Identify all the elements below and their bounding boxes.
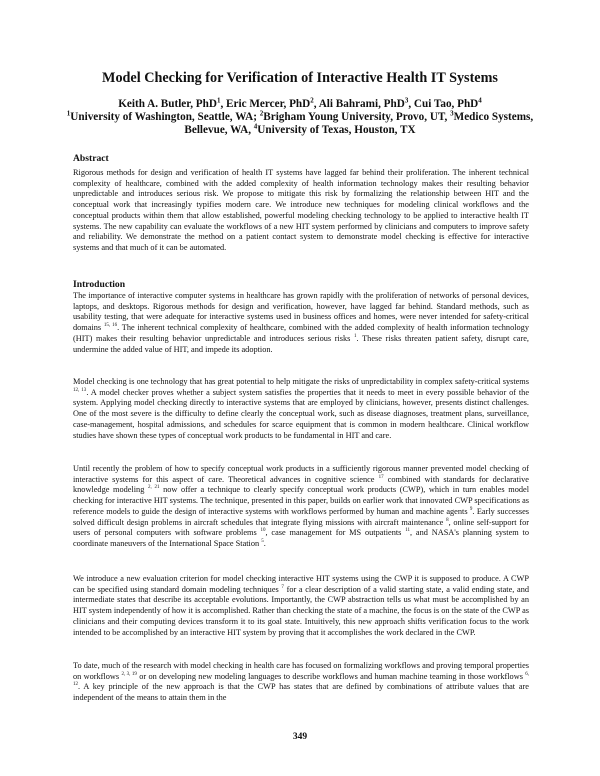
- citation-ref: 10: [260, 528, 266, 534]
- paragraph-text: , online self-support for users of personal computers with software problems: [73, 517, 529, 538]
- intro-paragraph-5: [73, 661, 529, 704]
- citation-ref: 9: [469, 507, 473, 513]
- paragraph-text: We introduce a new evaluation criterion for model checking interactive HIT systems using the CWP it is supposed to produce. A CWP can be specified using standard domain modeling techniques: [73, 574, 529, 594]
- paragraph-text: .: [263, 538, 266, 548]
- page-number: 349: [292, 732, 308, 742]
- author-block: [60, 98, 540, 137]
- affiliation-superscript: 1: [66, 109, 71, 118]
- author-superscript: 3: [404, 96, 409, 105]
- paragraph-text: , and NASA's planning system to coordinate maneuvers of the International Space Station: [73, 528, 529, 548]
- affiliation-superscript: 2: [259, 109, 264, 118]
- author-name: Ali Bahrami, PhD: [318, 98, 405, 110]
- affiliation-text: University of Texas, Houston, TX: [257, 124, 416, 136]
- paragraph-text: . The inherent technical complexity of healthcare, combined with the added complexity of health information technology (HIT) makes their resulting behavior unpredictable and introduces serious risks: [73, 323, 529, 343]
- paragraph-text: . A key principle of the new approach is that the CWP has states that are defined by combinations of attribute values that are independent of the means to attain them in the: [73, 682, 529, 703]
- paragraph-text: Until recently the problem of how to specify conceptual work products in a sufficiently rigorous manner prevented model checking of interactive systems for this aspect of care. Theoretical advances in cognitive science: [73, 464, 529, 484]
- author-superscript: 4: [478, 96, 482, 105]
- paragraph-text: . These risks threaten patient safety, disrupt care, undermine the added value of HIT, and impede its adoption.: [73, 333, 529, 354]
- paragraph-text: . A model checker proves whether a subject system satisfies the properties that it needs to meet in every possible behavior of the system. Applying model checking directly to interactive systems that are employed by clinicians, however, presents distinct challenges. One of the most severe is the difficulty to define clearly the conceptual work, such as disease diagnoses, treatment plans, surveillance, case-management, hospital admissions, and schedules for scarce equipment that is common in modern healthcare. Clinical workflow studies have shown these types of conceptual work products to be fundamental in HIT and care.: [73, 387, 530, 440]
- author-affiliations: [60, 111, 540, 137]
- citation-ref: 15, 16: [103, 323, 118, 329]
- affiliation-text: University of Washington, Seattle, WA;: [70, 111, 260, 123]
- author-name: Keith A. Butler, PhD: [118, 98, 217, 110]
- citation-ref: 2, 3, 19: [121, 671, 137, 677]
- abstract-heading: Abstract: [73, 153, 109, 164]
- citation-ref: 12, 13: [73, 387, 87, 393]
- affiliation-superscript: 4: [253, 122, 258, 131]
- author-name: Eric Mercer, PhD: [226, 98, 311, 110]
- paragraph-text: combined with standards for declarative knowledge modeling: [73, 474, 529, 495]
- citation-ref: 17: [378, 474, 384, 480]
- paragraph-text: Model checking is one technology that has great potential to help mitigate the risks of unpredictability in complex safety-critical systems: [73, 377, 529, 386]
- introduction-heading: Introduction: [73, 279, 126, 290]
- paragraph-text: now offer a technique to clearly specify conceptual work products (CWP), which in turn enables model checking for interactive HIT systems. The technique, presented in this paper, builds on earlier work that innovated CWP specifications as reference models to guide the design of interactive systems with workflows performed by human and machine agents: [73, 485, 529, 516]
- citation-ref: 6, 12: [73, 671, 530, 688]
- paragraph-text: , case management for MS outpatients: [265, 528, 406, 538]
- paragraph-text: . Early successes solved difficult design problems in aircraft schedules that integrate flying missions with aircraft maintenance: [73, 506, 529, 527]
- paragraph-text: The importance of interactive computer systems in healthcare has grown rapidly with the proliferation of networks of personal devices, laptops, and desktops. Rigorous methods for design and verification, however, have lagged far behind. Standard methods, such as usability testing, that were adequate for interactive systems used in business offices and homes, were never intended for safety-critical domains: [73, 291, 529, 333]
- intro-paragraph-1: [73, 291, 529, 355]
- paper-title: Model Checking for Verification of Interactive Health IT Systems: [102, 70, 498, 86]
- author-superscript: 2: [310, 96, 314, 105]
- citation-ref: 7: [281, 584, 284, 590]
- citation-ref: 8: [446, 517, 449, 523]
- abstract-text: Rigorous methods for design and verification of health IT systems have lagged far behind their proliferation. The inherent technical complexity of healthcare, combined with the added complexity of health information technology makes their resulting behavior unpredictable and introduces serious risk. We propose to mitigate this risk by formalizing the relationship between HIT and the conceptual work that increasingly typifies modern care. We introduce new techniques for modeling clinical workflows and the conceptual products within them that allow established, powerful modeling checking technology to be applied to interactive health IT systems. The new capability can evaluate the workflows of a new HIT system performed by clinicians and computers to improve safety and reliability. We demonstrate the method on a patient contact system to demonstrate model checking is effective for interactive systems and that much of it can be automated.: [73, 168, 529, 252]
- citation-ref: 5: [261, 539, 264, 545]
- paragraph-text: To date, much of the research with model checking in health care has focused on formalizing workflows and proving temporal properties on workflows: [73, 661, 529, 681]
- author-superscript: 1: [216, 96, 221, 105]
- citation-ref: 1: [354, 334, 357, 340]
- author-names: Keith A. Butler, PhD$^1$, Eric Mercer, PhD$^2$, Ali Bahrami, PhD$^3$, Cui Tao, PhD$^4$: [118, 96, 482, 110]
- citation-ref: 2, 21: [147, 485, 160, 491]
- affiliation-text: Brigham Young University, Provo, UT,: [263, 111, 451, 123]
- intro-paragraph-3: [73, 464, 529, 550]
- intro-paragraph-4: [73, 574, 529, 638]
- intro-paragraph-2: [73, 377, 529, 441]
- affiliation-superscript: 3: [450, 109, 454, 118]
- author-name: Cui Tao, PhD: [413, 98, 479, 110]
- paragraph-text: or on developing new modeling languages to describe workflows and human machine teaming in those workflows: [136, 671, 526, 681]
- paragraph-text: for a clear description of a valid starting state, a valid ending state, and intermediate states that describe its acceptable evolutions. Importantly, the CWP abstraction tells us what must be accomplished by an HIT system independently of how it is accomplished. Rather than checking the state of a machine, the focus is on the state of the CWP as clinicians and their computing devices transform it to its goal state. Intuitively, this new approach shifts verification focus to the work intended to be accomplished by an interactive HIT system by proving that it accomplishes the work declared in the CWP.: [73, 584, 529, 637]
- affiliation-text: Medico Systems, Bellevue, WA,: [184, 111, 534, 136]
- citation-ref: 11: [405, 528, 411, 534]
